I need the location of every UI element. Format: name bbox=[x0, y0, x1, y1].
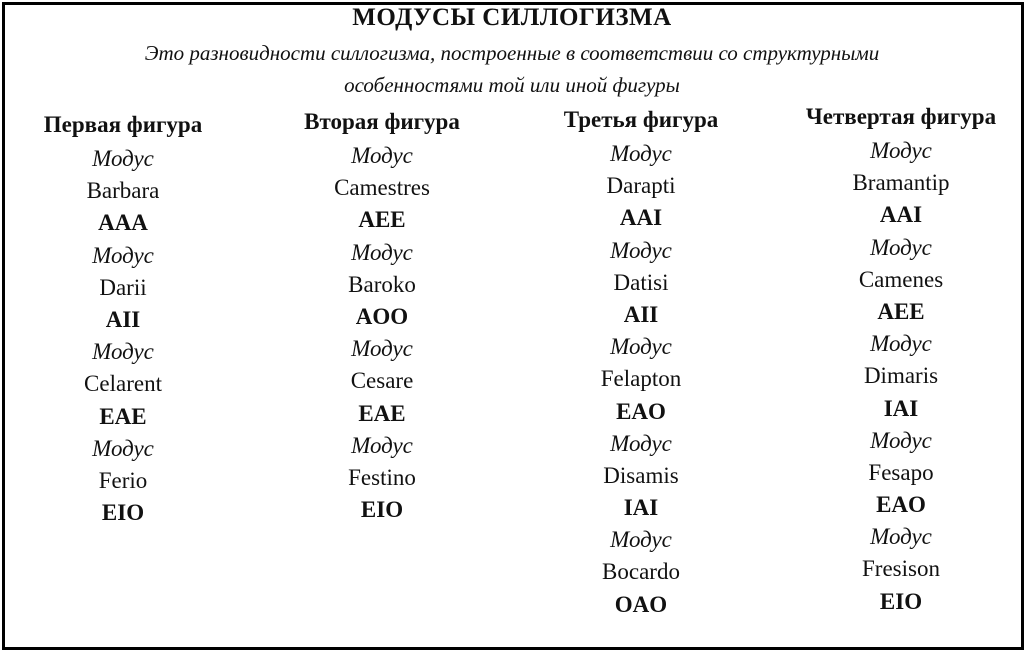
figure-header: Вторая фигура bbox=[304, 109, 460, 134]
mood-code: AII bbox=[105, 306, 141, 332]
mood-name: Darapti bbox=[606, 173, 676, 199]
mood-code: EAE bbox=[99, 403, 147, 429]
mood-label: Модус bbox=[351, 239, 413, 265]
mood-label: Модус bbox=[610, 334, 672, 360]
mood-name: Festino bbox=[348, 464, 416, 490]
mood-name: Baroko bbox=[348, 271, 416, 297]
mood-name: Datisi bbox=[613, 269, 669, 295]
figure-header: Третья фигура bbox=[563, 107, 719, 132]
mood-label: Модус bbox=[870, 427, 932, 453]
mood-code: IAI bbox=[883, 395, 919, 421]
mood-label: Модус bbox=[351, 143, 413, 168]
figure-column-second bbox=[262, 104, 502, 526]
mood-name: Bramantip bbox=[852, 170, 950, 196]
mood-code: AOO bbox=[355, 303, 409, 329]
mood-label: Модус bbox=[92, 435, 154, 461]
mood-label: Модус bbox=[870, 524, 932, 550]
mood-code: EIO bbox=[101, 500, 145, 526]
mood-label: Модус bbox=[610, 527, 672, 553]
mood-name: Cesare bbox=[350, 368, 414, 394]
mood-label: Модус bbox=[92, 339, 154, 365]
document-title: МОДУСЫ СИЛЛОГИЗМА bbox=[352, 4, 672, 31]
figure-column-third bbox=[521, 102, 761, 621]
mood-name: Camenes bbox=[858, 266, 944, 292]
mood-code: AAI bbox=[619, 205, 663, 231]
mood-label: Модус bbox=[92, 146, 154, 171]
mood-list bbox=[262, 140, 502, 526]
mood-name: Camestres bbox=[334, 175, 430, 201]
mood-label: Модус bbox=[610, 430, 672, 456]
mood-code: AEE bbox=[877, 298, 925, 324]
mood-name: Darii bbox=[99, 274, 147, 300]
mood-code: AEE bbox=[358, 207, 406, 233]
mood-name: Disamis bbox=[603, 462, 679, 488]
mood-name: Fresison bbox=[862, 556, 940, 582]
mood-code: OAO bbox=[614, 591, 668, 617]
mood-label: Модус bbox=[870, 331, 932, 357]
document-subtitle-line-1: Это разновидности силлогизма, построенные в соответствии со структурными bbox=[144, 41, 880, 65]
mood-label: Модус bbox=[351, 336, 413, 362]
mood-label: Модус bbox=[92, 242, 154, 268]
mood-name: Ferio bbox=[98, 467, 148, 493]
mood-code: EIO bbox=[879, 588, 923, 614]
mood-code: EAO bbox=[876, 492, 926, 518]
mood-code: EIO bbox=[360, 497, 404, 523]
figure-header: Первая фигура bbox=[43, 112, 203, 137]
mood-code: IAI bbox=[623, 495, 659, 521]
mood-list bbox=[781, 135, 1021, 618]
figure-column-fourth bbox=[781, 99, 1021, 618]
mood-code: AAI bbox=[879, 202, 923, 228]
mood-label: Модус bbox=[610, 141, 672, 166]
mood-list bbox=[521, 138, 761, 621]
mood-code: EAE bbox=[358, 400, 406, 426]
mood-code: AII bbox=[623, 301, 659, 327]
mood-label: Модус bbox=[870, 234, 932, 260]
mood-name: Felapton bbox=[600, 366, 682, 392]
document-subtitle-line-2: особенностями той или иной фигуры bbox=[344, 73, 680, 97]
mood-list bbox=[3, 143, 243, 529]
mood-name: Barbara bbox=[86, 178, 160, 204]
mood-label: Модус bbox=[351, 432, 413, 458]
mood-name: Dimaris bbox=[863, 363, 939, 389]
mood-code: EAO bbox=[616, 398, 666, 424]
mood-label: Модус bbox=[870, 138, 932, 163]
mood-name: Bocardo bbox=[602, 559, 680, 585]
mood-code: AAA bbox=[98, 210, 148, 236]
mood-name: Celarent bbox=[84, 371, 162, 397]
figure-header: Четвертая фигура bbox=[805, 104, 997, 129]
figure-column-first bbox=[3, 107, 243, 529]
mood-label: Модус bbox=[610, 237, 672, 263]
mood-name: Fesapo bbox=[868, 459, 934, 485]
